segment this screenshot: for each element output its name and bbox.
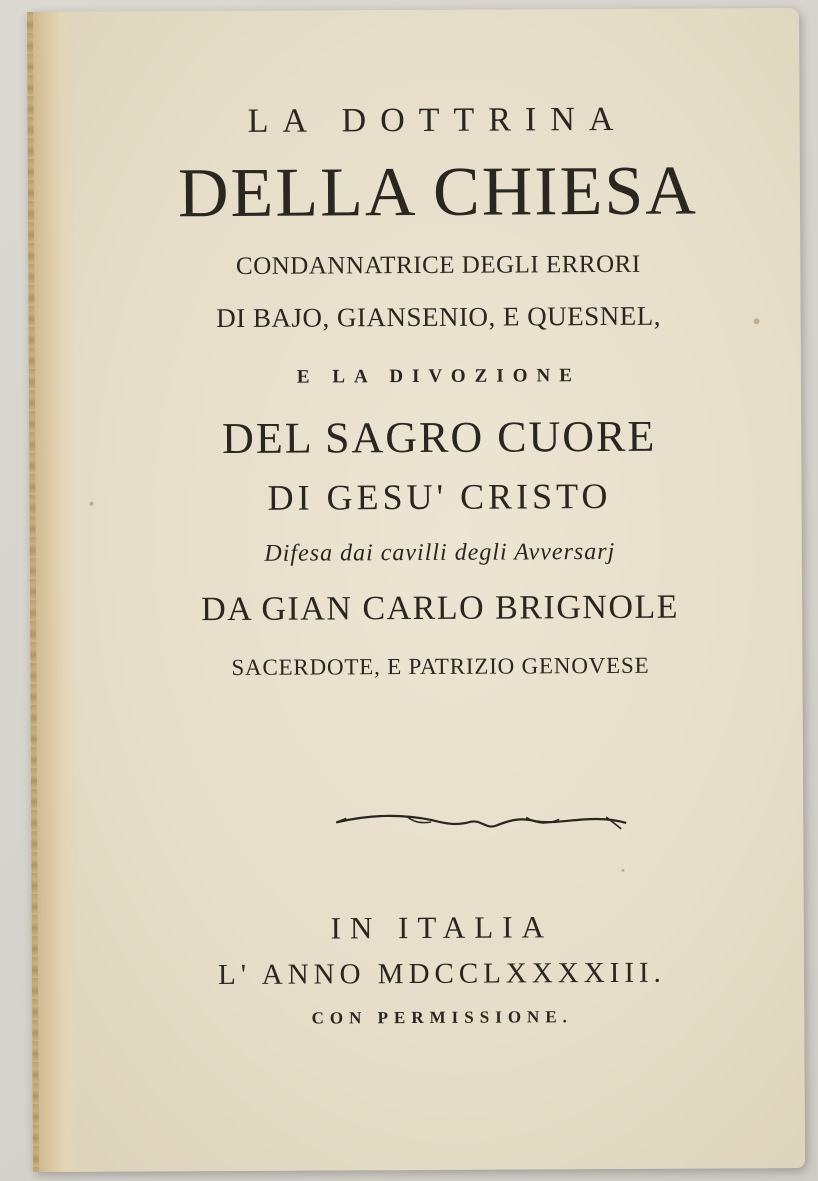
paper-spot [90,502,94,506]
title-line-main: DELLA CHIESA [177,152,699,233]
title-page [27,8,805,1172]
title-line-second: DEL SAGRO CUORE [221,411,657,464]
italic-subtitle: Difesa dai cavilli degli Avversarj [264,538,616,567]
title-line-1: LA DOTTRINA [247,100,628,140]
flourish-ornament-icon [331,799,631,841]
author-line: DA GIAN CARLO BRIGNOLE [201,588,680,629]
imprint-place: IN ITALIA [330,909,553,946]
subtitle-line-1: CONDANNATRICE DEGLI ERRORI [235,250,641,280]
title-line-third: DI GESU' CRISTO [267,475,612,518]
imprint-year: L' ANNO MDCCLXXXXIII. [218,956,666,992]
title-text-block [87,8,793,1172]
subtitle-line-3: E LA DIVOZIONE [296,365,581,388]
imprint-permission: CON PERMISSIONE. [311,1007,573,1028]
author-description: SACERDOTE, E PATRIZIO GENOVESE [231,652,650,680]
subtitle-line-2: DI BAJO, GIANSENIO, E QUESNEL, [216,300,662,334]
paper-spot [754,318,760,324]
paper-spot [621,869,624,872]
